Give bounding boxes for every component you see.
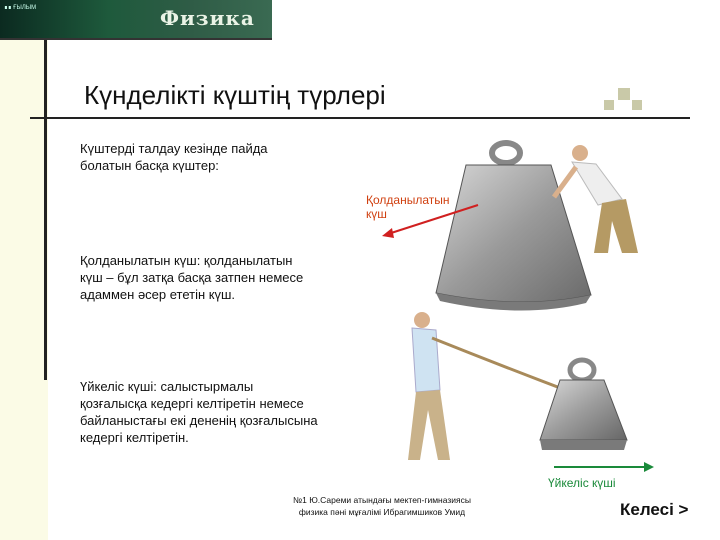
friction-force-arrow xyxy=(552,460,656,474)
applied-force-label: Қолданылатын күш xyxy=(366,193,450,221)
friction-term: Үйкеліс күші xyxy=(80,379,154,394)
header-banner xyxy=(0,0,272,40)
intro-line: Күштерді талдау кезінде пайда xyxy=(80,141,268,156)
intro-line: болатын басқа күштер: xyxy=(80,158,219,173)
decor-square xyxy=(604,100,614,110)
page-title: Күнделікті күштің түрлері xyxy=(84,80,386,110)
next-button[interactable]: Келесі > xyxy=(620,500,689,519)
friction-force-label: Үйкеліс күші xyxy=(548,476,616,490)
decor-square xyxy=(632,100,642,110)
header-title: Физика xyxy=(160,6,255,30)
left-sidebar-bar xyxy=(0,0,48,540)
intro-text xyxy=(80,140,268,174)
title-divider xyxy=(30,117,690,119)
friction-force-text: Үйкеліс күші: салыстырмалы қозғалысқа кедергі келтіретін немесе байланыстағы екі дененің қозғалысына кедергі келтіретін. xyxy=(80,379,318,445)
applied-force-text: Қолданылатын күш: қолданылатын күш – бұл затқа басқа затпен немесе адаммен әсер ететін күш. xyxy=(80,253,304,302)
header-small-text: ∎∎ ҒЫЛЫМ xyxy=(4,5,37,11)
decor-square xyxy=(618,88,630,100)
friction-illustration xyxy=(392,310,660,485)
footer-author-note: №1 Ю.Сареми атындағы мектеп-гимназиясы физика пәні мұғалімі Ибрагимшиков Умид xyxy=(293,495,471,517)
left-bar-edge xyxy=(44,40,47,380)
applied-term: Қолданылатын күш xyxy=(80,253,197,268)
